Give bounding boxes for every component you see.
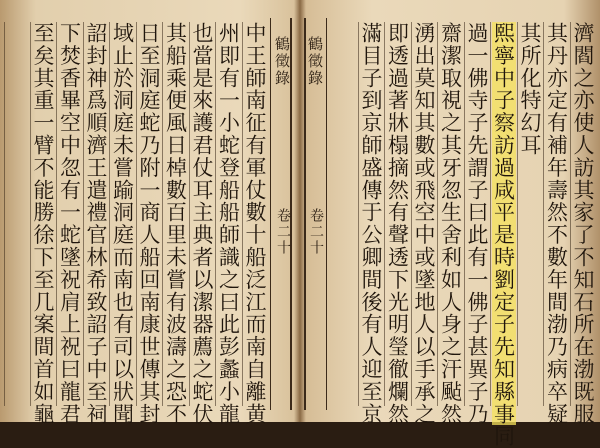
column-text: 即透過著牀榻摘然有聲透下光明瑩徹爛然 [385, 22, 410, 426]
column-text: 滿目子到京師盛傳于公卿間後有人迎至京 [359, 22, 383, 426]
text-column: 州即有一小蛇登船船師識之曰此彭蠡小龍 [216, 22, 241, 426]
text-column [570, 22, 597, 426]
left-page-center-strip [270, 18, 293, 410]
right-text-block [330, 22, 596, 448]
text-column [464, 22, 491, 426]
text-column [358, 22, 385, 426]
text-column: 其船乘便風日棹數百里未嘗有波濤之恐不 [163, 22, 188, 426]
highlighted-text: 熙寧中子察訪過咸平是時劉定子先知縣事 [491, 22, 516, 426]
text-column [490, 22, 517, 448]
text-column [437, 22, 464, 426]
text-column [4, 22, 30, 406]
column-text: 其所化特幻耳 [518, 22, 542, 157]
right-page-center-strip [304, 18, 327, 410]
text-column [411, 22, 438, 426]
text-column: 也當是來護君仗耳主典者以潔器薦之蛇伏 [190, 22, 214, 426]
right-page [302, 0, 600, 448]
right-banxin-volume: 卷二十 [308, 208, 324, 256]
text-column: 下焚香畢空中忽有一蛇墜祝肩上祝曰龍君 [57, 22, 82, 426]
column-text: 過一佛寺子先謂子曰此有一佛子甚異子乃 [465, 22, 489, 426]
text-column: 域止於洞庭未嘗踰洞庭而南也有司以狀聞 [110, 22, 135, 426]
left-banxin-title: 鶴徵錄 [273, 36, 291, 87]
text-column: 中王師南征有軍仗數十船泛江而南自離黄 [243, 22, 267, 426]
column-text: 湧出莫知其數或飛空中或墜地人以手承之 [412, 22, 436, 426]
right-banxin-title: 鶴徵錄 [306, 36, 324, 87]
text-column: 至矣其重一臂不能勝徐下至几案間首如龜 [31, 22, 55, 426]
column-text: 其丹亦定有補年壽然不數年間渤乃病卒疑 [544, 22, 569, 426]
left-banxin-volume: 卷二十 [275, 208, 291, 256]
text-column [543, 22, 570, 426]
text-column: 詔封神爲順濟王遣禮官林希致詔子中至祠 [84, 22, 108, 426]
text-column: 日至洞庭蛇乃附一商人船回南康世傳其封 [137, 22, 161, 426]
column-text: 齋潔取視之其牙忽生舍利如人身之汗颭然 [438, 22, 463, 426]
left-text-block [4, 22, 268, 426]
left-page [0, 0, 298, 426]
text-column [384, 22, 411, 426]
column-text: 濟閻之亦使人訪其家了不知石所在渤既服 [571, 22, 595, 426]
text-column [517, 22, 544, 406]
column-text: 同 [491, 425, 516, 448]
